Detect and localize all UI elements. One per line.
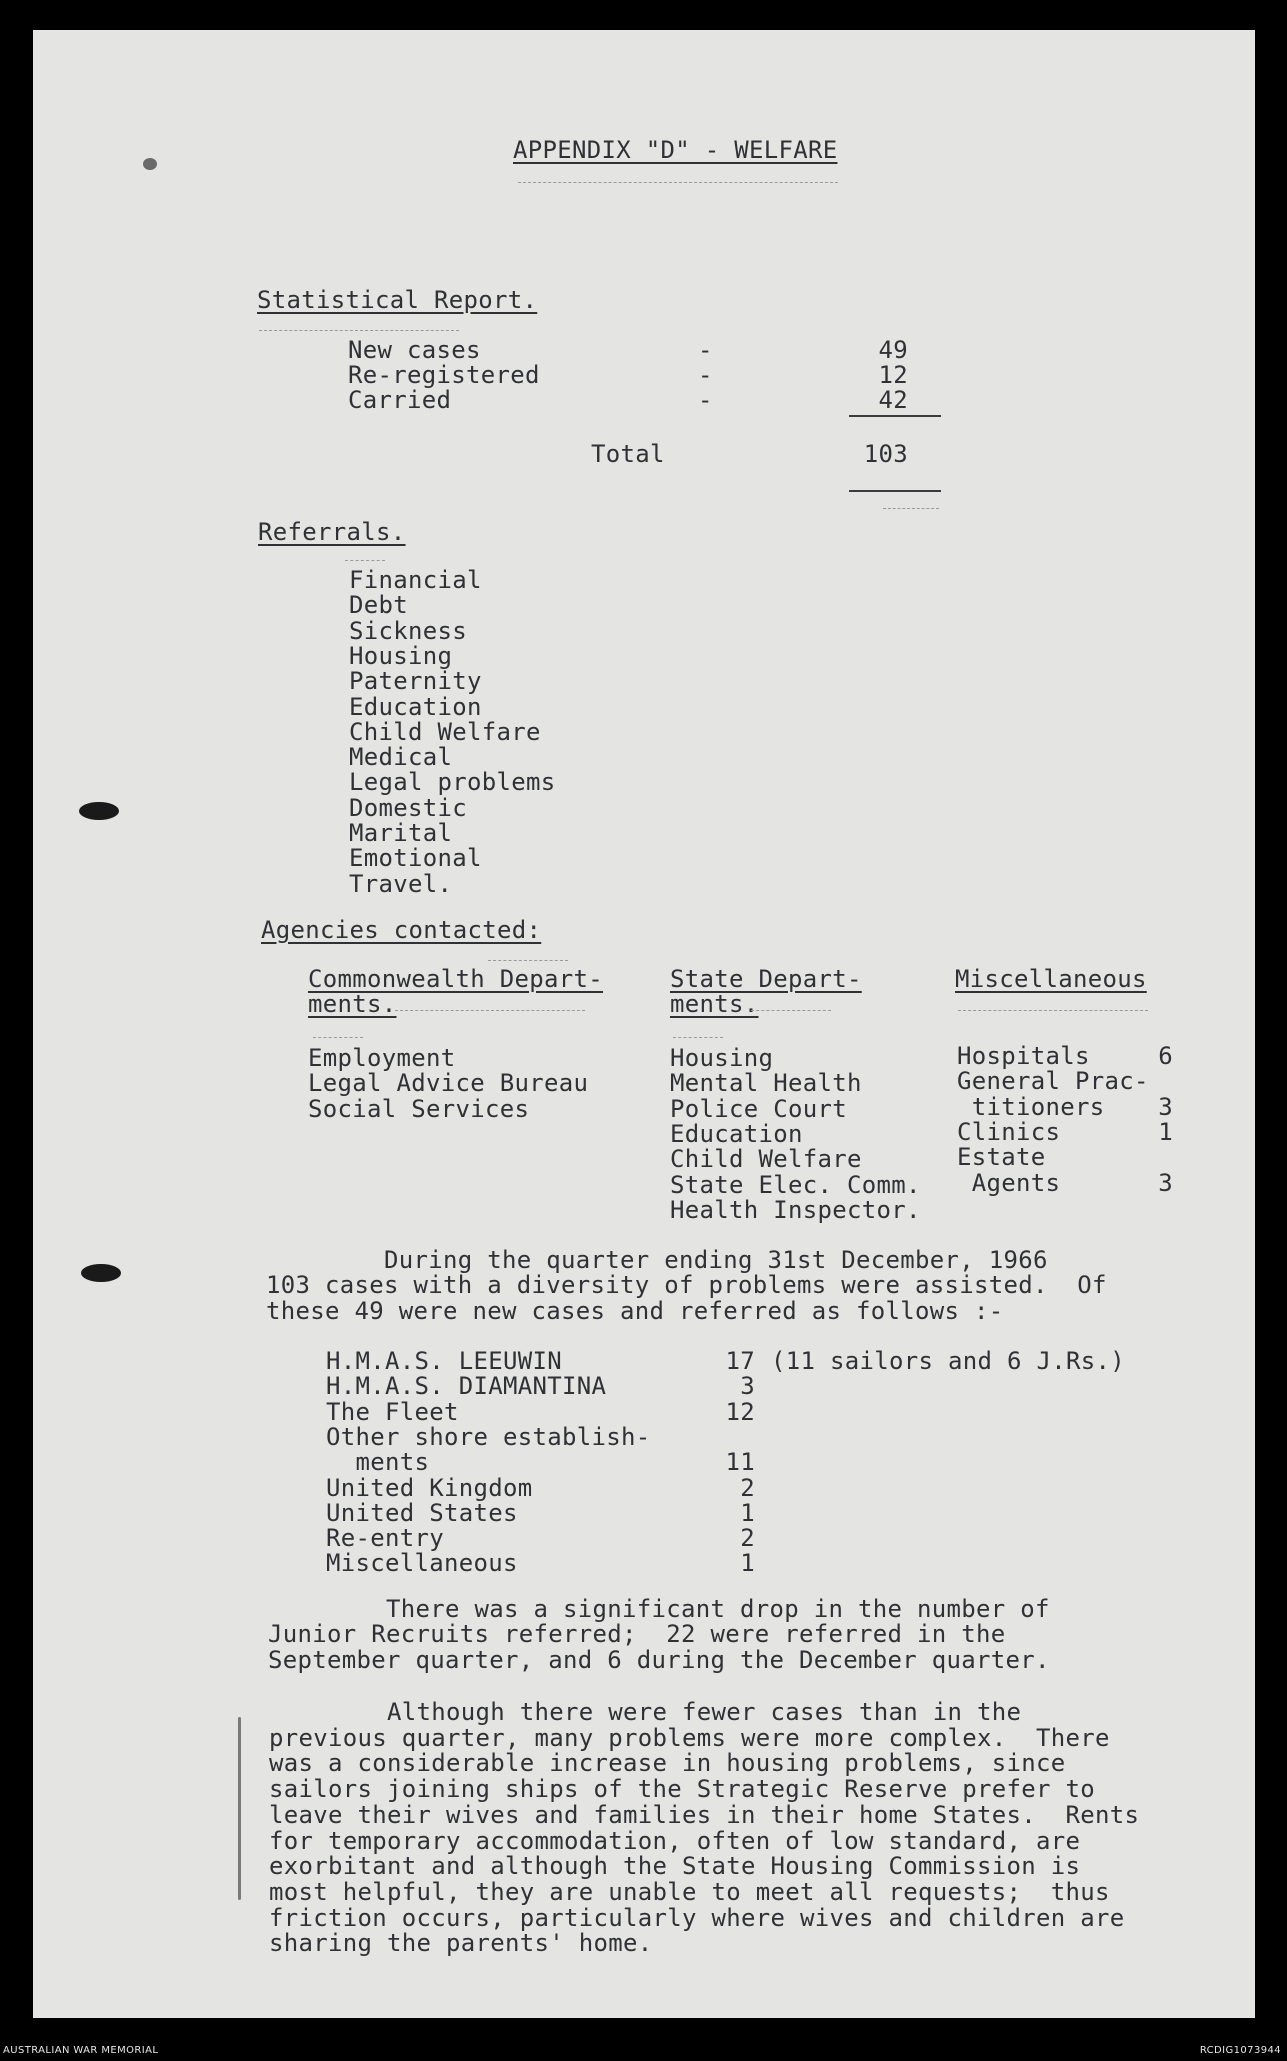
referrals-dashes bbox=[345, 560, 385, 561]
commonwealth-heading-2: ments. bbox=[308, 990, 397, 1018]
total-value: 103 bbox=[863, 440, 908, 468]
paragraph-line: leave their wives and families in their home States. Rents bbox=[269, 1800, 1140, 1829]
paragraph-line: There was a significant drop in the number of bbox=[268, 1595, 1050, 1623]
state-item: Mental Health bbox=[670, 1069, 862, 1098]
state-item: Housing bbox=[670, 1044, 774, 1072]
paragraph-line: sharing the parents' home. bbox=[269, 1929, 653, 1958]
referral-item: Paternity bbox=[349, 667, 482, 696]
page-title: APPENDIX "D" - WELFARE bbox=[513, 136, 838, 164]
stat-dash: - bbox=[698, 336, 713, 364]
state-item: Health Inspector. bbox=[670, 1195, 921, 1224]
source-value: 17 bbox=[725, 1347, 755, 1375]
source-label: H.M.A.S. LEEUWIN bbox=[326, 1347, 562, 1375]
commonwealth-heading: Commonwealth Depart- bbox=[308, 965, 603, 993]
referral-item: Debt bbox=[349, 591, 408, 620]
source-label: The Fleet bbox=[326, 1397, 459, 1426]
source-value: 2 bbox=[740, 1473, 755, 1502]
margin-mark bbox=[143, 158, 157, 170]
misc-item-label: titioners bbox=[957, 1092, 1105, 1121]
stat-value: 12 bbox=[878, 361, 908, 389]
stat-dash: - bbox=[698, 386, 713, 414]
footer-right: RCDIG1073944 bbox=[1199, 2045, 1281, 2056]
referrals-heading: Referrals. bbox=[258, 518, 406, 546]
referral-item: Travel. bbox=[349, 869, 453, 898]
state-heading-2: ments. bbox=[670, 990, 759, 1018]
source-label: Other shore establish- bbox=[326, 1422, 651, 1451]
total-label: Total bbox=[591, 440, 665, 468]
paragraph-line: During the quarter ending 31st December, 1966 bbox=[266, 1246, 1048, 1274]
paragraph-line: friction occurs, particularly where wives and children are bbox=[269, 1903, 1125, 1932]
referral-item: Domestic bbox=[349, 793, 467, 822]
misc-item-value: 3 bbox=[1158, 1168, 1173, 1197]
source-value: 1 bbox=[740, 1498, 755, 1527]
source-label: Miscellaneous bbox=[326, 1549, 518, 1578]
stat-label: New cases bbox=[348, 336, 481, 364]
paragraph-line: most helpful, they are unable to meet all requests; thus bbox=[269, 1877, 1110, 1906]
paragraph-line: 103 cases with a diversity of problems were assisted. Of bbox=[266, 1271, 1107, 1300]
paragraph-line: sailors joining ships of the Strategic Reserve prefer to bbox=[269, 1775, 1095, 1804]
source-label: United Kingdom bbox=[326, 1473, 533, 1502]
margin-pencil-line bbox=[238, 1717, 241, 1900]
misc-item-label: Clinics bbox=[957, 1117, 1061, 1146]
misc-item-value: 1 bbox=[1158, 1117, 1173, 1146]
referral-item: Marital bbox=[349, 819, 453, 847]
statistical-dashes bbox=[259, 330, 459, 331]
referral-item: Medical bbox=[349, 743, 453, 772]
agencies-heading: Agencies contacted: bbox=[261, 916, 542, 944]
document-page bbox=[33, 30, 1255, 2018]
stat-label: Re-registered bbox=[348, 361, 540, 389]
referral-item: Legal problems bbox=[349, 768, 556, 797]
state-item: Child Welfare bbox=[670, 1145, 862, 1174]
source-label: United States bbox=[326, 1498, 518, 1527]
stat-value: 49 bbox=[878, 336, 908, 364]
misc-item-label: General Prac- bbox=[957, 1067, 1149, 1096]
source-value: 12 bbox=[725, 1397, 755, 1426]
state-dashes bbox=[751, 1010, 831, 1011]
state-heading: State Depart- bbox=[670, 965, 862, 993]
source-value: 3 bbox=[740, 1372, 755, 1401]
misc-heading: Miscellaneous bbox=[955, 965, 1147, 993]
state-dashes-2 bbox=[673, 1037, 723, 1038]
paragraph-line: September quarter, and 6 during the December quarter. bbox=[268, 1645, 1050, 1674]
source-value: 11 bbox=[725, 1448, 755, 1477]
referral-item: Emotional bbox=[349, 844, 482, 873]
footer-left: AUSTRALIAN WAR MEMORIAL bbox=[3, 2045, 159, 2056]
subtotal-rule bbox=[849, 415, 941, 417]
paragraph-line: was a considerable increase in housing problems, since bbox=[269, 1749, 1066, 1778]
source-value: 2 bbox=[740, 1524, 755, 1553]
state-item: Education bbox=[670, 1119, 803, 1148]
paragraph-line: for temporary accommodation, often of low standard, are bbox=[269, 1826, 1081, 1855]
paragraph-line: Although there were fewer cases than in the bbox=[269, 1698, 1022, 1726]
source-label: Re-entry bbox=[326, 1524, 444, 1553]
total-rule bbox=[849, 490, 941, 492]
source-note: (11 sailors and 6 J.Rs.) bbox=[771, 1347, 1125, 1375]
misc-item-label: Hospitals bbox=[957, 1042, 1090, 1070]
referral-item: Financial bbox=[349, 566, 482, 594]
total-dashes bbox=[883, 508, 939, 509]
referral-item: Education bbox=[349, 692, 482, 721]
referral-item: Housing bbox=[349, 641, 453, 670]
state-item: Police Court bbox=[670, 1094, 847, 1123]
misc-item-label: Agents bbox=[957, 1168, 1061, 1197]
source-value: 1 bbox=[740, 1549, 755, 1578]
punch-hole-bottom bbox=[81, 1264, 121, 1282]
state-item: State Elec. Comm. bbox=[670, 1170, 921, 1199]
paragraph-line: Junior Recruits referred; 22 were referred in the bbox=[268, 1620, 1006, 1649]
paragraph-line: exorbitant and although the State Housing Commission is bbox=[269, 1852, 1081, 1881]
misc-item-value: 3 bbox=[1158, 1092, 1173, 1121]
commonwealth-dashes-2 bbox=[313, 1037, 363, 1038]
source-label: ments bbox=[326, 1448, 430, 1477]
commonwealth-item: Employment bbox=[308, 1044, 456, 1072]
commonwealth-item: Legal Advice Bureau bbox=[308, 1069, 589, 1098]
source-label: H.M.A.S. DIAMANTINA bbox=[326, 1372, 607, 1401]
stat-value: 42 bbox=[878, 386, 908, 414]
stat-dash: - bbox=[698, 361, 713, 389]
commonwealth-item: Social Services bbox=[308, 1094, 530, 1123]
referral-item: Child Welfare bbox=[349, 717, 541, 746]
title-dashes bbox=[518, 182, 838, 183]
stat-label: Carried bbox=[348, 386, 452, 414]
statistical-heading: Statistical Report. bbox=[257, 286, 538, 314]
misc-dashes bbox=[958, 1010, 1148, 1011]
referral-item: Sickness bbox=[349, 616, 467, 645]
punch-hole-top bbox=[79, 802, 119, 820]
misc-item-value: 6 bbox=[1158, 1042, 1173, 1070]
commonwealth-dashes bbox=[395, 1010, 585, 1011]
paragraph-line: these 49 were new cases and referred as follows :- bbox=[266, 1296, 1004, 1325]
agencies-dashes bbox=[488, 960, 568, 961]
paragraph-line: previous quarter, many problems were more complex. There bbox=[269, 1723, 1110, 1752]
misc-item-label: Estate bbox=[957, 1143, 1046, 1172]
